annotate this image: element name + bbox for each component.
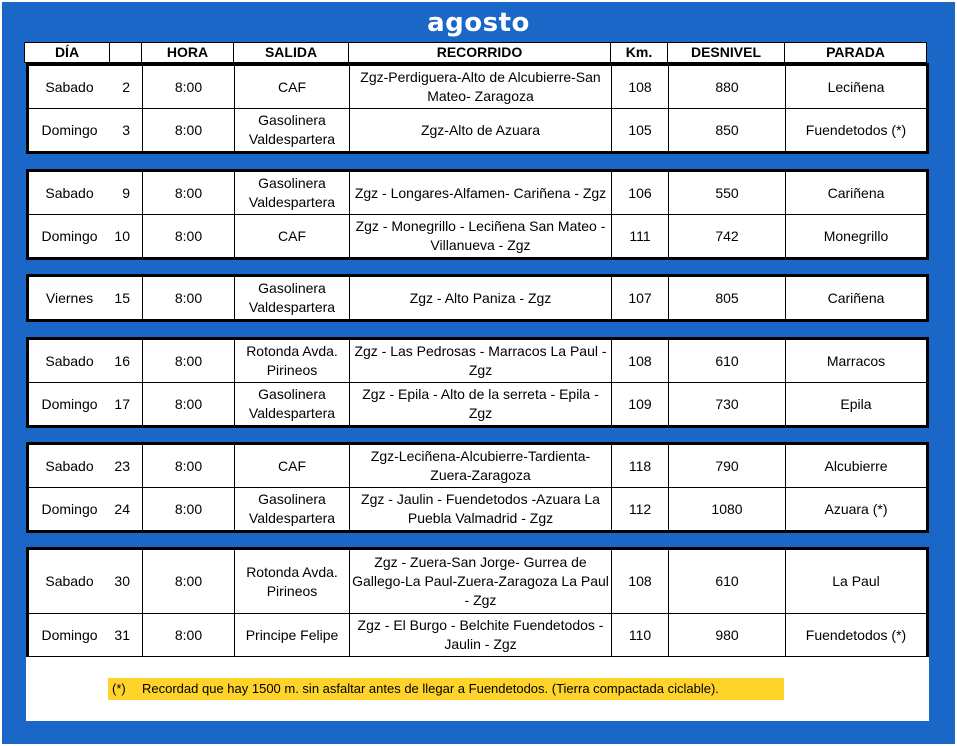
- table-row: [29, 613, 926, 656]
- cell-stop: Marracos: [785, 340, 926, 382]
- cell-date: 30: [114, 573, 130, 589]
- table-row: [29, 66, 926, 108]
- cell-stop: Alcubierre: [785, 445, 926, 487]
- cell-date: 24: [114, 500, 130, 517]
- cell-route: Zgz - Jaulin - Fuendetodos -Azuara La Puebla Valmadrid - Zgz: [349, 488, 611, 530]
- cell-start: Gasolinera Valdespartera: [234, 172, 349, 214]
- week-group: [26, 169, 929, 260]
- cell-stop: Leciñena: [785, 66, 926, 108]
- cell-elevation: 980: [668, 614, 785, 656]
- cell-day: Sabado: [45, 573, 94, 589]
- cell-start: CAF: [234, 66, 349, 108]
- cell-elevation: 880: [668, 66, 785, 108]
- table-row: [29, 382, 926, 425]
- cell-route: Zgz-Alto de Azuara: [349, 109, 611, 151]
- cell-stop: Azuara (*): [785, 488, 926, 530]
- cell-date: 3: [122, 121, 130, 138]
- cell-time: 8:00: [142, 550, 234, 613]
- month-title: agosto: [427, 8, 530, 38]
- cell-stop: Fuendetodos (*): [785, 109, 926, 151]
- cell-time: 8:00: [142, 488, 234, 530]
- cell-km: 112: [611, 488, 668, 530]
- table-row: [29, 277, 926, 319]
- week-group: [26, 442, 929, 533]
- cell-start: Gasolinera Valdespartera: [234, 383, 349, 425]
- cell-time: 8:00: [142, 215, 234, 257]
- cell-km: 109: [611, 383, 668, 425]
- cell-stop: Cariñena: [785, 277, 926, 319]
- cell-stop: Cariñena: [785, 172, 926, 214]
- cell-day: Viernes: [45, 289, 94, 306]
- cell-start: Rotonda Avda. Pirineos: [234, 340, 349, 382]
- cell-date: 2: [122, 78, 130, 95]
- table-header: [24, 42, 927, 63]
- cell-time: 8:00: [142, 445, 234, 487]
- cell-route: Zgz-Perdiguera-Alto de Alcubierre-San Mateo- Zaragoza: [349, 66, 611, 108]
- cell-day: Domingo: [41, 626, 98, 643]
- cell-elevation: 610: [668, 550, 785, 613]
- cell-km: 108: [611, 550, 668, 613]
- cell-km: 108: [611, 66, 668, 108]
- cell-day: Domingo: [41, 121, 98, 138]
- cell-time: 8:00: [142, 340, 234, 382]
- footnote-text: Recordad que hay 1500 m. sin asfaltar antes de llegar a Fuendetodos. (Tierra compactada ciclable).: [142, 681, 719, 696]
- cell-route: Zgz - Zuera-San Jorge- Gurrea de Gallego-La Paul-Zuera-Zaragoza La Paul - Zgz: [349, 550, 611, 613]
- cell-elevation: 730: [668, 383, 785, 425]
- cell-elevation: 610: [668, 340, 785, 382]
- header-desnivel: DESNIVEL: [667, 43, 784, 62]
- cell-start: CAF: [234, 445, 349, 487]
- cell-time: 8:00: [142, 383, 234, 425]
- cell-elevation: 790: [668, 445, 785, 487]
- cell-elevation: 550: [668, 172, 785, 214]
- table-row: [29, 550, 926, 613]
- footnote: [108, 678, 784, 700]
- table-row: [29, 108, 926, 151]
- cell-km: 110: [611, 614, 668, 656]
- cell-date: 17: [114, 395, 130, 412]
- cell-date: 23: [114, 457, 130, 474]
- cell-route: Zgz - El Burgo - Belchite Fuendetodos - Jaulin - Zgz: [349, 614, 611, 656]
- cell-start: CAF: [234, 215, 349, 257]
- cell-route: Zgz-Leciñena-Alcubierre-Tardienta-Zuera-Zaragoza: [349, 445, 611, 487]
- cell-route: Zgz - Las Pedrosas - Marracos La Paul - Zgz: [349, 340, 611, 382]
- cell-date: 10: [114, 227, 130, 244]
- header-km: Km.: [610, 43, 667, 62]
- cell-stop: La Paul: [785, 550, 926, 613]
- cell-date: 31: [114, 626, 130, 643]
- header-recorrido: RECORRIDO: [348, 43, 610, 62]
- cell-elevation: 1080: [668, 488, 785, 530]
- cell-date: 16: [114, 352, 130, 369]
- cell-km: 118: [611, 445, 668, 487]
- cell-time: 8:00: [142, 109, 234, 151]
- cell-day: Sabado: [45, 78, 94, 95]
- header-dia: DÍA: [54, 44, 80, 60]
- cell-start: Gasolinera Valdespartera: [234, 277, 349, 319]
- cell-route: Zgz - Monegrillo - Leciñena San Mateo - Villanueva - Zgz: [349, 215, 611, 257]
- cell-km: 107: [611, 277, 668, 319]
- table-row: [29, 172, 926, 214]
- cell-start: Gasolinera Valdespartera: [234, 488, 349, 530]
- week-group: [26, 274, 929, 322]
- cell-route: Zgz - Epila - Alto de la serreta - Epila - Zgz: [349, 383, 611, 425]
- cell-time: 8:00: [142, 277, 234, 319]
- cell-km: 105: [611, 109, 668, 151]
- cell-km: 111: [611, 215, 668, 257]
- cell-date: 15: [114, 289, 130, 306]
- cell-route: Zgz - Alto Paniza - Zgz: [349, 277, 611, 319]
- cell-route: Zgz - Longares-Alfamen- Cariñena - Zgz: [349, 172, 611, 214]
- header-hora: HORA: [141, 43, 233, 62]
- table-row: [29, 214, 926, 257]
- week-group: [26, 547, 929, 659]
- cell-day: Domingo: [41, 395, 98, 412]
- cell-date: 9: [122, 184, 130, 201]
- cell-start: Rotonda Avda. Pirineos: [234, 550, 349, 613]
- table-row: [29, 340, 926, 382]
- cell-day: Domingo: [41, 500, 98, 517]
- cell-elevation: 850: [668, 109, 785, 151]
- cell-time: 8:00: [142, 66, 234, 108]
- cell-start: Principe Felipe: [234, 614, 349, 656]
- cell-km: 108: [611, 340, 668, 382]
- header-date: [109, 43, 141, 62]
- cell-km: 106: [611, 172, 668, 214]
- header-parada: PARADA: [784, 43, 926, 62]
- header-salida: SALIDA: [233, 43, 348, 62]
- week-group: [26, 337, 929, 428]
- cell-elevation: 805: [668, 277, 785, 319]
- cell-day: Sabado: [45, 457, 94, 474]
- cell-stop: Monegrillo: [785, 215, 926, 257]
- cell-day: Domingo: [41, 227, 98, 244]
- week-group: [26, 63, 929, 154]
- cell-day: Sabado: [45, 184, 94, 201]
- table-row: [29, 445, 926, 487]
- cell-time: 8:00: [142, 614, 234, 656]
- cell-stop: Epila: [785, 383, 926, 425]
- footnote-marker: (*): [112, 681, 126, 696]
- cell-time: 8:00: [142, 172, 234, 214]
- cell-day: Sabado: [45, 352, 94, 369]
- cell-stop: Fuendetodos (*): [785, 614, 926, 656]
- cell-elevation: 742: [668, 215, 785, 257]
- table-row: [29, 487, 926, 530]
- footnote-panel: [26, 657, 929, 721]
- cell-start: Gasolinera Valdespartera: [234, 109, 349, 151]
